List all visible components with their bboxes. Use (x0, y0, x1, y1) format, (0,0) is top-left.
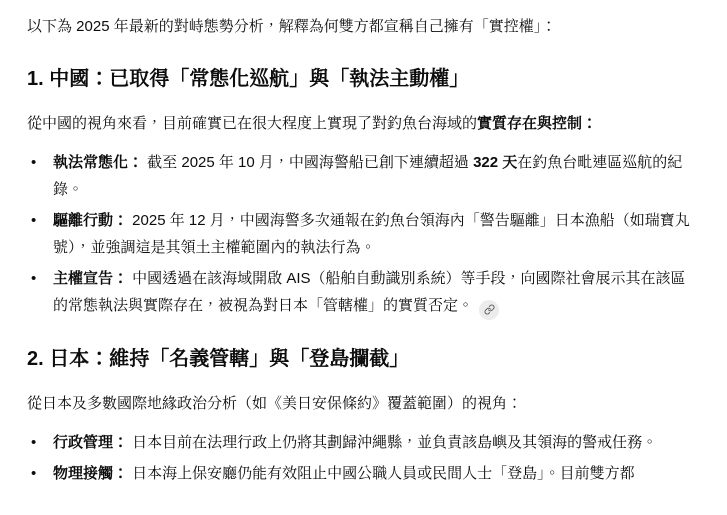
section-japan (27, 344, 697, 487)
bullet-text: 物理接觸： 日本海上保安廳仍能有效阻止中國公職人員或民間人士「登島」。目前雙方都 (53, 464, 635, 482)
section-1-heading: 1. 中國：已取得「常態化巡航」與「執法主動權」 (27, 68, 470, 90)
section-1-lead: 從中國的視角來看，目前確實已在很大程度上實現了對釣魚台海域的實質存在與控制： (27, 115, 598, 132)
bullet-item (27, 149, 697, 203)
section-2-lead: 從日本及多數國際地緣政治分析（如《美日安保條約》覆蓋範圍）的視角： (27, 394, 523, 412)
bullet-text: 行政管理： 日本目前在法理行政上仍將其劃歸沖繩縣，並負責該島嶼及其領海的警戒任務。 (53, 433, 658, 451)
bullet-item (27, 429, 697, 456)
section-2-bullet-list (27, 429, 697, 487)
bullet-text: 執法常態化： 截至 2025 年 10 月，中國海警船已創下連續超過 322 天在釣魚台毗連區巡航的紀錄。 (53, 154, 683, 198)
section-1-bullet-list (27, 149, 697, 320)
bullet-item (27, 265, 697, 320)
intro-paragraph: 以下為 2025 年最新的對峙態勢分析，解釋為何雙方都宣稱自己擁有「實控權」： (27, 18, 557, 35)
citation-link-chip[interactable] (479, 300, 499, 320)
bullet-item (27, 460, 697, 487)
bullet-text: 主權宣告： 中國透過在該海域開啟 AIS（船舶自動識別系統）等手段，向國際社會展示其在該區的常態執法與實際存在，被視為對日本「管轄權」的實質否定。 (53, 270, 686, 314)
bullet-item (27, 207, 697, 261)
link-icon (484, 304, 495, 315)
bullet-text: 驅離行動： 2025 年 12 月，中國海警多次通報在釣魚台領海內「警告驅離」日本漁船（如瑞寶丸號），並強調這是其領土主權範圍內的執法行為。 (53, 212, 690, 256)
section-china (27, 64, 697, 320)
section-2-heading: 2. 日本：維持「名義管轄」與「登島攔截」 (27, 347, 410, 370)
